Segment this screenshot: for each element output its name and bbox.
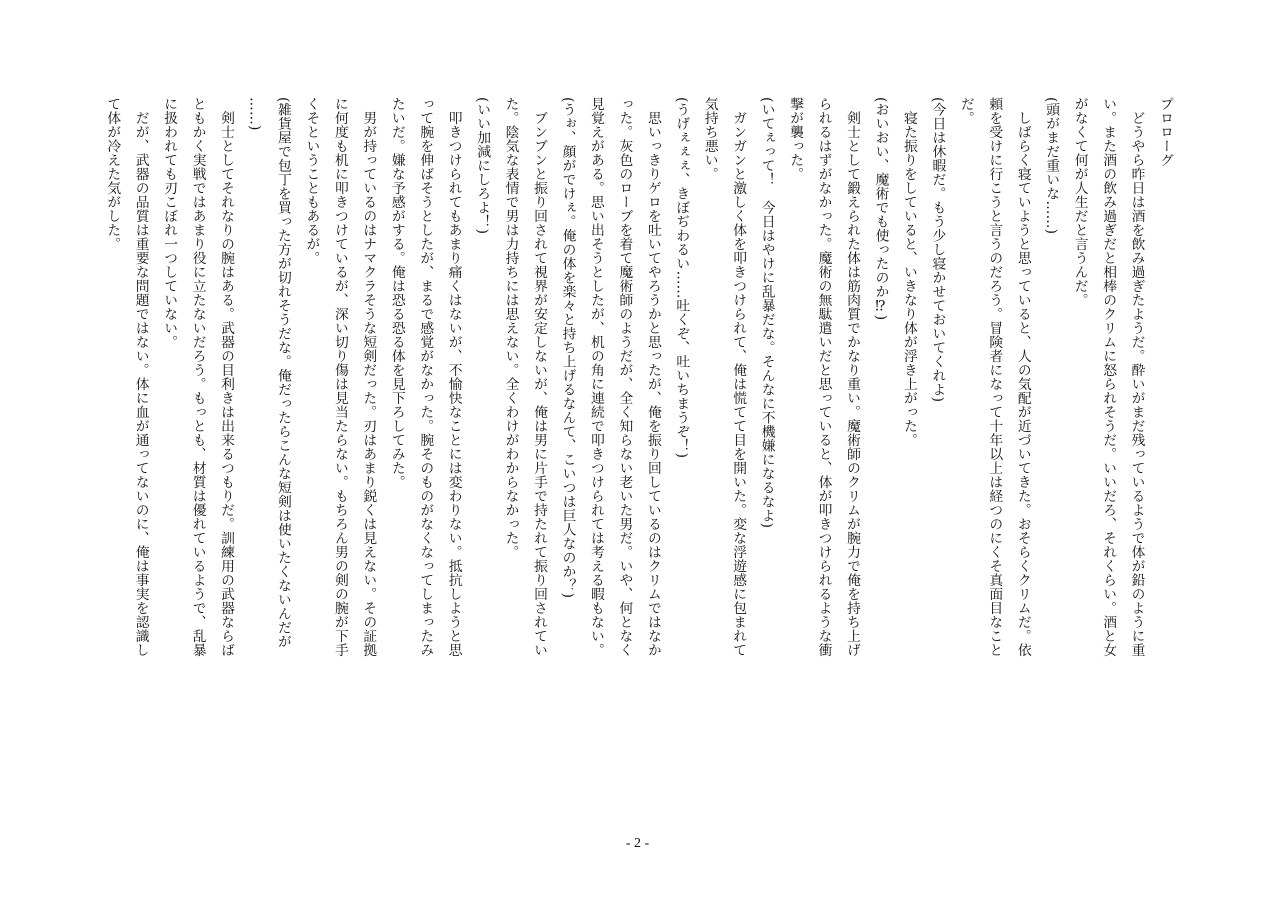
text-line: て体が冷えた気がした。 <box>104 97 121 251</box>
text-line: 思いっきりゲロを吐いてやろうかと思ったが、俺を振り回しているのはクリムではなか <box>644 97 661 657</box>
text-line: (いい加減にしろよ！) <box>474 97 491 235</box>
text-line: くそということもあるが。 <box>303 97 320 265</box>
text-line: い。また酒の飲み過ぎだと相棒のクリムに怒られそうだ。いいだろ、それくらい。酒と女 <box>1100 97 1117 657</box>
text-line: 気持ち悪い。 <box>701 97 718 181</box>
text-line: (今日は休暇だ。もう少し寝かせておいてくれよ) <box>929 97 946 403</box>
text-line: 見覚えがある。思い出そうとしたが、机の角に連続で叩きつけられては考える暇もない。 <box>587 97 604 657</box>
text-line: った。灰色のローブを着て魔術師のようだが、全く知らない老いた男だ。いや、何となく <box>616 97 633 657</box>
text-line: た。陰気な表情で男は力持ちには思えない。全くわけがわからなかった。 <box>502 97 519 559</box>
text-line: ブンブンと振り回されて視界が安定しないが、俺は男に片手で持たれて振り回されてい <box>531 97 548 657</box>
text-line: 寝た振りをしていると、いきなり体が浮き上がった。 <box>900 97 917 447</box>
text-line: (頭がまだ重いな……) <box>1043 97 1060 235</box>
text-line: ともかく実戦ではあまり役に立たないだろう。もっとも、材質は優れているようで、乱暴 <box>189 97 206 657</box>
text-line: どうやら昨日は酒を飲み過ぎたようだ。酔いがまだ残っているようで体が鉛のように重 <box>1128 97 1145 657</box>
text-line: (雑貨屋で包丁を買った方が切れそうだな。俺だったらこんな短剣は使いたくないんだが <box>274 97 291 649</box>
text-line: だ。 <box>957 97 974 125</box>
text-line: ……) <box>246 97 263 131</box>
text-line: に何度も机に叩きつけているが、深い切り傷は見当たらない。もちろん男の剣の腕が下手 <box>331 97 348 657</box>
text-line: ガンガンと激しく体を叩きつけられて、俺は慌てて目を開いた。変な浮遊感に包まれて <box>730 97 747 657</box>
text-line: 頼を受けに行こうと言うのだろう。冒険者になって十年以上は経つのにくそ真面目なこと <box>986 97 1003 657</box>
text-line: 剣士として鍛えられた体は筋肉質でかなり重い。魔術師のクリムが腕力で俺を持ち上げ <box>844 97 861 657</box>
text-line: 叩きつけられてもあまり痛くはないが、不愉快なことには変わりない。抵抗しようと思 <box>445 97 462 657</box>
text-line: に扱われても刃こぼれ一つしていない。 <box>161 97 178 349</box>
text-line: (おいおい、魔術でも使ったのか⁉) <box>872 97 889 321</box>
text-line: (うぉ、顔がでけぇ。俺の体を楽々と持ち上げるなんて、こいつは巨人なのか？) <box>559 97 576 599</box>
text-line: 男が持っているのはナマクラそうな短剣だった。刃はあまり鋭くは見えない。その証拠 <box>360 97 377 657</box>
text-line: (いてぇって！ 今日はやけに乱暴だな。そんなに不機嫌になるなよ) <box>758 97 775 529</box>
text-line: だが、武器の品質は重要な問題ではない。体に血が通ってないのに、俺は事実を認識し <box>132 97 149 657</box>
text-line: しばらく寝ていようと思っていると、人の気配が近づいてきた。おそらくクリムだ。依 <box>1014 97 1031 657</box>
text-line: たいだ。嫌な予感がする。俺は恐る恐る体を見下ろしてみた。 <box>388 97 405 489</box>
text-line: られるはずがなかった。魔術の無駄遣いだと思っていると、体が叩きつけられるような衝 <box>815 97 832 657</box>
page-number: - 2 - <box>625 836 650 851</box>
text-line: がなくて何が人生だと言うんだ。 <box>1071 97 1088 307</box>
text-line: って腕を伸ばそうとしたが、まるで感覚がなかった。腕そのものがなくなってしまったみ <box>417 97 434 657</box>
chapter-title: プロローグ <box>1157 97 1173 167</box>
vertical-text-body <box>98 97 1179 677</box>
text-line: 剣士としてそれなりの腕はある。武器の目利きは出来るつもりだ。訓練用の武器ならば <box>218 97 235 657</box>
text-line: (うげぇぇぇ、きぼぢわるい……吐くぞ、吐いちまうぞ！) <box>673 97 690 459</box>
text-line: 撃が襲った。 <box>787 97 804 181</box>
